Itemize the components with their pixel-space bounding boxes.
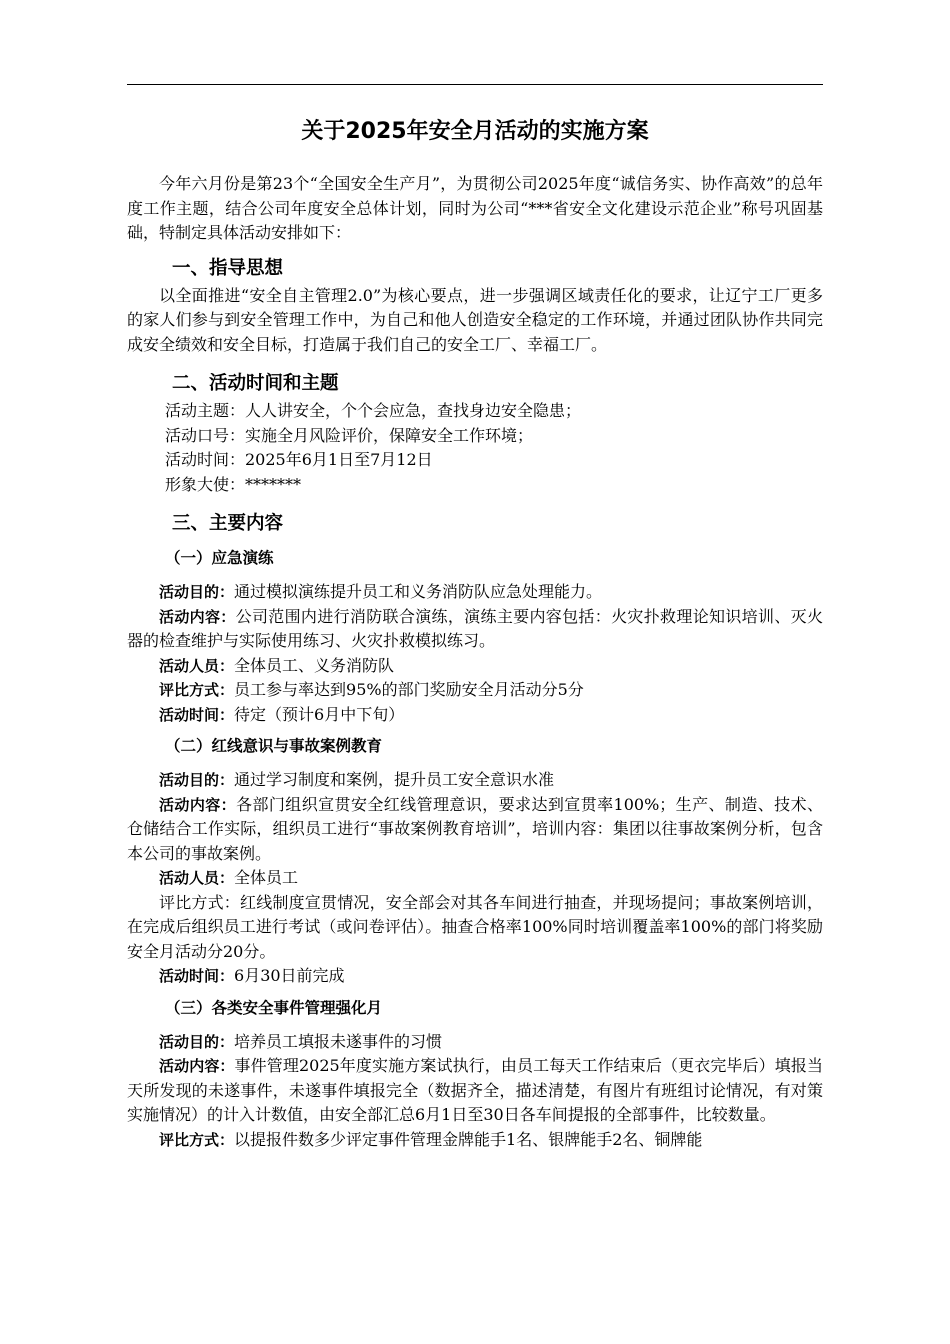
item-text: 6月30日前完成 bbox=[234, 966, 345, 985]
section1-heading: 一、指导思想 bbox=[172, 257, 284, 279]
section2-heading: 二、活动时间和主题 bbox=[172, 373, 339, 394]
item-text: 员工参与率达到95%的部门奖励安全月活动分5分 bbox=[234, 680, 584, 699]
sub2-item bbox=[127, 768, 823, 793]
item-label: 活动内容： bbox=[159, 795, 237, 814]
section3-heading: 三、主要内容 bbox=[172, 513, 284, 534]
sub1-item bbox=[127, 605, 823, 654]
sub1-item bbox=[127, 654, 823, 679]
item-text: 全体员工 bbox=[234, 868, 299, 887]
sub2-item bbox=[127, 964, 823, 989]
subsection1-heading: （一）应急演练 bbox=[165, 549, 274, 567]
sub2-item bbox=[127, 793, 823, 867]
document-body bbox=[127, 172, 823, 1152]
sub3-item bbox=[127, 1030, 823, 1055]
item-text: 各部门组织宣贯安全红线管理意识，要求达到宣贯率100%；生产、制造、技术、仓储结合工作实际，组织员工进行“事故案例教育培训”，培训内容：集团以往事故案例分析，包含本公司的事故案例。 bbox=[127, 794, 823, 863]
sub3-item bbox=[127, 1128, 823, 1153]
item-text: 事件管理2025年度实施方案试执行，由员工每天工作结束后（更衣完毕后）填报当天所发现的未遂事件，未遂事件填报完全（数据齐全，描述清楚，有图片有班组讨论情况，有对策实施情况）的计入计数值，由安全部汇总6月1日至30日各车间提报的全部事件，比较数量。 bbox=[127, 1056, 823, 1124]
item-label: 活动内容： bbox=[159, 607, 236, 626]
item-label: 活动时间： bbox=[159, 967, 235, 985]
intro-paragraph: 今年六月份是第23个“全国安全生产月”，为贯彻公司2025年度“诚信务实、协作高效”的总年度工作主题，结合公司年度安全总体计划，同时为公司“***省安全文化建设示范企业”称号巩固基础，特制定具体活动安排如下： bbox=[127, 174, 823, 242]
sub2-item bbox=[127, 866, 823, 891]
item-label: 评比方式： bbox=[159, 681, 235, 699]
subsection2-heading: （二）红线意识与事故案例教育 bbox=[165, 737, 383, 755]
period-line: 活动时间：2025年6月1日至7月12日 bbox=[165, 450, 433, 469]
sub1-item bbox=[127, 703, 823, 728]
theme-line: 活动主题：人人讲安全，个个会应急，查找身边安全隐患； bbox=[165, 401, 582, 420]
item-label: 活动目的： bbox=[159, 583, 235, 601]
item-text: 通过模拟演练提升员工和义务消防队应急处理能力。 bbox=[234, 582, 603, 601]
slogan-line: 活动口号：实施全月风险评价，保障安全工作环境； bbox=[165, 425, 534, 445]
section1-paragraph: 以全面推进“安全自主管理2.0”为核心要点，进一步强调区域责任化的要求，让辽宁工厂更多的家人们参与到安全管理工作中，为自己和他人创造安全稳定的工作环境，并通过团队协作共同完成安全绩效和安全目标，打造属于我们自己的安全工厂、幸福工厂。 bbox=[127, 285, 823, 354]
item-text: 评比方式：红线制度宣贯情况，安全部会对其各车间进行抽查，并现场提问；事故案例培训，在完成后组织员工进行考试（或问卷评估）。抽查合格率100%同时培训覆盖率100%的部门将奖励安全月活动分20分。 bbox=[127, 892, 823, 961]
item-text: 以提报件数多少评定事件管理金牌能手1名、银牌能手2名、铜牌能 bbox=[234, 1129, 703, 1149]
sub1-item bbox=[127, 678, 823, 703]
ambassador-line: 形象大使：******* bbox=[165, 474, 302, 494]
document-title: 关于2025年安全月活动的实施方案 bbox=[301, 119, 649, 144]
item-label: 活动目的： bbox=[159, 1032, 235, 1051]
item-label: 活动人员： bbox=[159, 656, 235, 675]
item-label: 活动内容： bbox=[159, 1057, 235, 1075]
sub2-item bbox=[127, 891, 823, 965]
item-text: 待定（预计6月中下旬） bbox=[234, 704, 405, 724]
item-label: 活动时间： bbox=[159, 705, 235, 724]
header-rule bbox=[127, 84, 823, 85]
item-label: 评比方式： bbox=[159, 1130, 235, 1149]
item-label: 活动目的： bbox=[159, 771, 235, 789]
item-text: 培养员工填报未遂事件的习惯 bbox=[234, 1031, 443, 1051]
item-text: 通过学习制度和案例，提升员工安全意识水准 bbox=[234, 770, 555, 789]
item-text: 公司范围内进行消防联合演练，演练主要内容包括：火灾扑救理论知识培训、灭火器的检查维护与实际使用练习、火灾扑救模拟练习。 bbox=[127, 606, 823, 650]
sub1-item bbox=[127, 580, 823, 605]
subsection3-heading: （三）各类安全事件管理强化月 bbox=[165, 998, 383, 1017]
item-text: 全体员工、义务消防队 bbox=[234, 655, 395, 675]
sub3-item bbox=[127, 1054, 823, 1128]
item-label: 活动人员： bbox=[159, 869, 235, 887]
